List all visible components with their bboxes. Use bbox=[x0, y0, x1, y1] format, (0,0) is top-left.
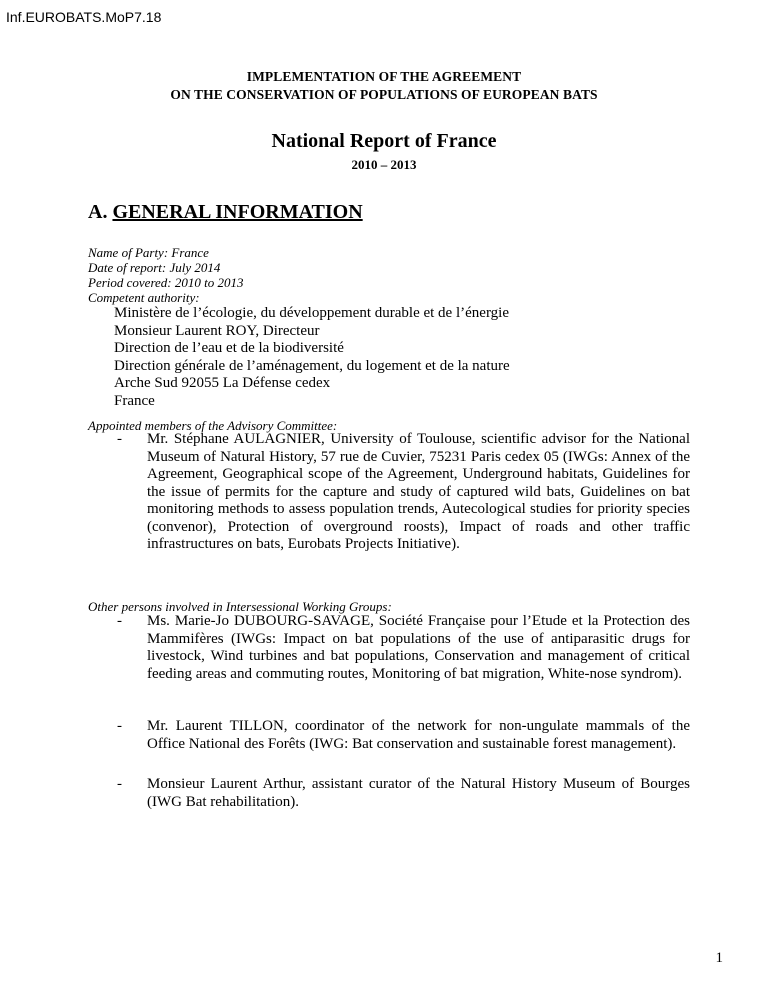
iwg-person-text: Ms. Marie-Jo DUBOURG-SAVAGE, Société Française pour l’Etude et la Protection des Mammifères (IWGs: Impact on bat populations of the use of antiparasitic drugs for livestock, Wind turbines and bat populations, Conservation and management of critical feeding areas and commuting routes, Monitoring of bat migration, White-nose syndrom). bbox=[147, 613, 690, 682]
iwg-person-item bbox=[117, 718, 690, 753]
date-of-report: Date of report: July 2014 bbox=[88, 260, 221, 275]
authority-line: Ministère de l’écologie, du développement durable et de l’énergie bbox=[114, 305, 509, 321]
advisory-member-text: Mr. Stéphane AULAGNIER, University of Toulouse, scientific advisor for the National Museum of Natural History, 57 rue de Cuvier, 75231 Paris cedex 05 (IWGs: Annex of the Agreement, Geographical scope of the Agreement, Underground habitats, Guidelines for the issue of permits for the capture and study of captured wild bats, Guidelines on bat monitoring methods to assess population trends, Autecological studies for priority species (convenor), Protection of overground roosts), Impact of roads and other traffic infrastructures on bats, Eurobats Projects Initiative). bbox=[147, 431, 690, 552]
period-covered: Period covered: 2010 to 2013 bbox=[88, 275, 244, 290]
section-title: GENERAL INFORMATION bbox=[112, 201, 363, 223]
iwg-person-item bbox=[117, 613, 690, 683]
authority-line: Monsieur Laurent ROY, Directeur bbox=[114, 322, 320, 339]
agreement-heading-line-1: IMPLEMENTATION OF THE AGREEMENT bbox=[246, 69, 522, 84]
bullet-dash: - bbox=[117, 718, 122, 734]
bullet-dash: - bbox=[117, 776, 122, 792]
iwg-person-text: Monsieur Laurent Arthur, assistant curator of the Natural History Museum of Bourges (IWG Bat rehabilitation). bbox=[147, 776, 690, 810]
competent-authority-label: Competent authority: bbox=[88, 290, 200, 305]
authority-line: France bbox=[114, 392, 155, 409]
bullet-dash: - bbox=[117, 431, 122, 447]
report-title: National Report of France bbox=[271, 130, 497, 152]
section-letter: A. bbox=[88, 201, 108, 223]
document-id: Inf.EUROBATS.MoP7.18 bbox=[6, 9, 162, 25]
advisory-member-item bbox=[117, 431, 690, 554]
section-a-heading bbox=[88, 201, 363, 224]
bullet-dash: - bbox=[117, 613, 122, 629]
agreement-heading-line-2: ON THE CONSERVATION OF POPULATIONS OF EUROPEAN BATS bbox=[170, 87, 598, 102]
page-number: 1 bbox=[715, 950, 723, 966]
iwg-person-item bbox=[117, 776, 690, 811]
report-years: 2010 – 2013 bbox=[351, 157, 417, 172]
competent-authority-address bbox=[114, 305, 510, 410]
authority-line: Direction générale de l’aménagement, du logement et de la nature bbox=[114, 357, 510, 374]
authority-line: Direction de l’eau et de la biodiversité bbox=[114, 340, 344, 356]
iwg-persons-label: Other persons involved in Intersessional Working Groups: bbox=[88, 599, 392, 614]
iwg-person-text: Mr. Laurent TILLON, coordinator of the network for non-ungulate mammals of the Office National des Forêts (IWG: Bat conservation and sustainable forest management). bbox=[147, 718, 690, 752]
name-of-party: Name of Party: France bbox=[88, 245, 209, 260]
advisory-committee-label: Appointed members of the Advisory Committee: bbox=[88, 418, 338, 433]
authority-line: Arche Sud 92055 La Défense cedex bbox=[114, 375, 331, 391]
